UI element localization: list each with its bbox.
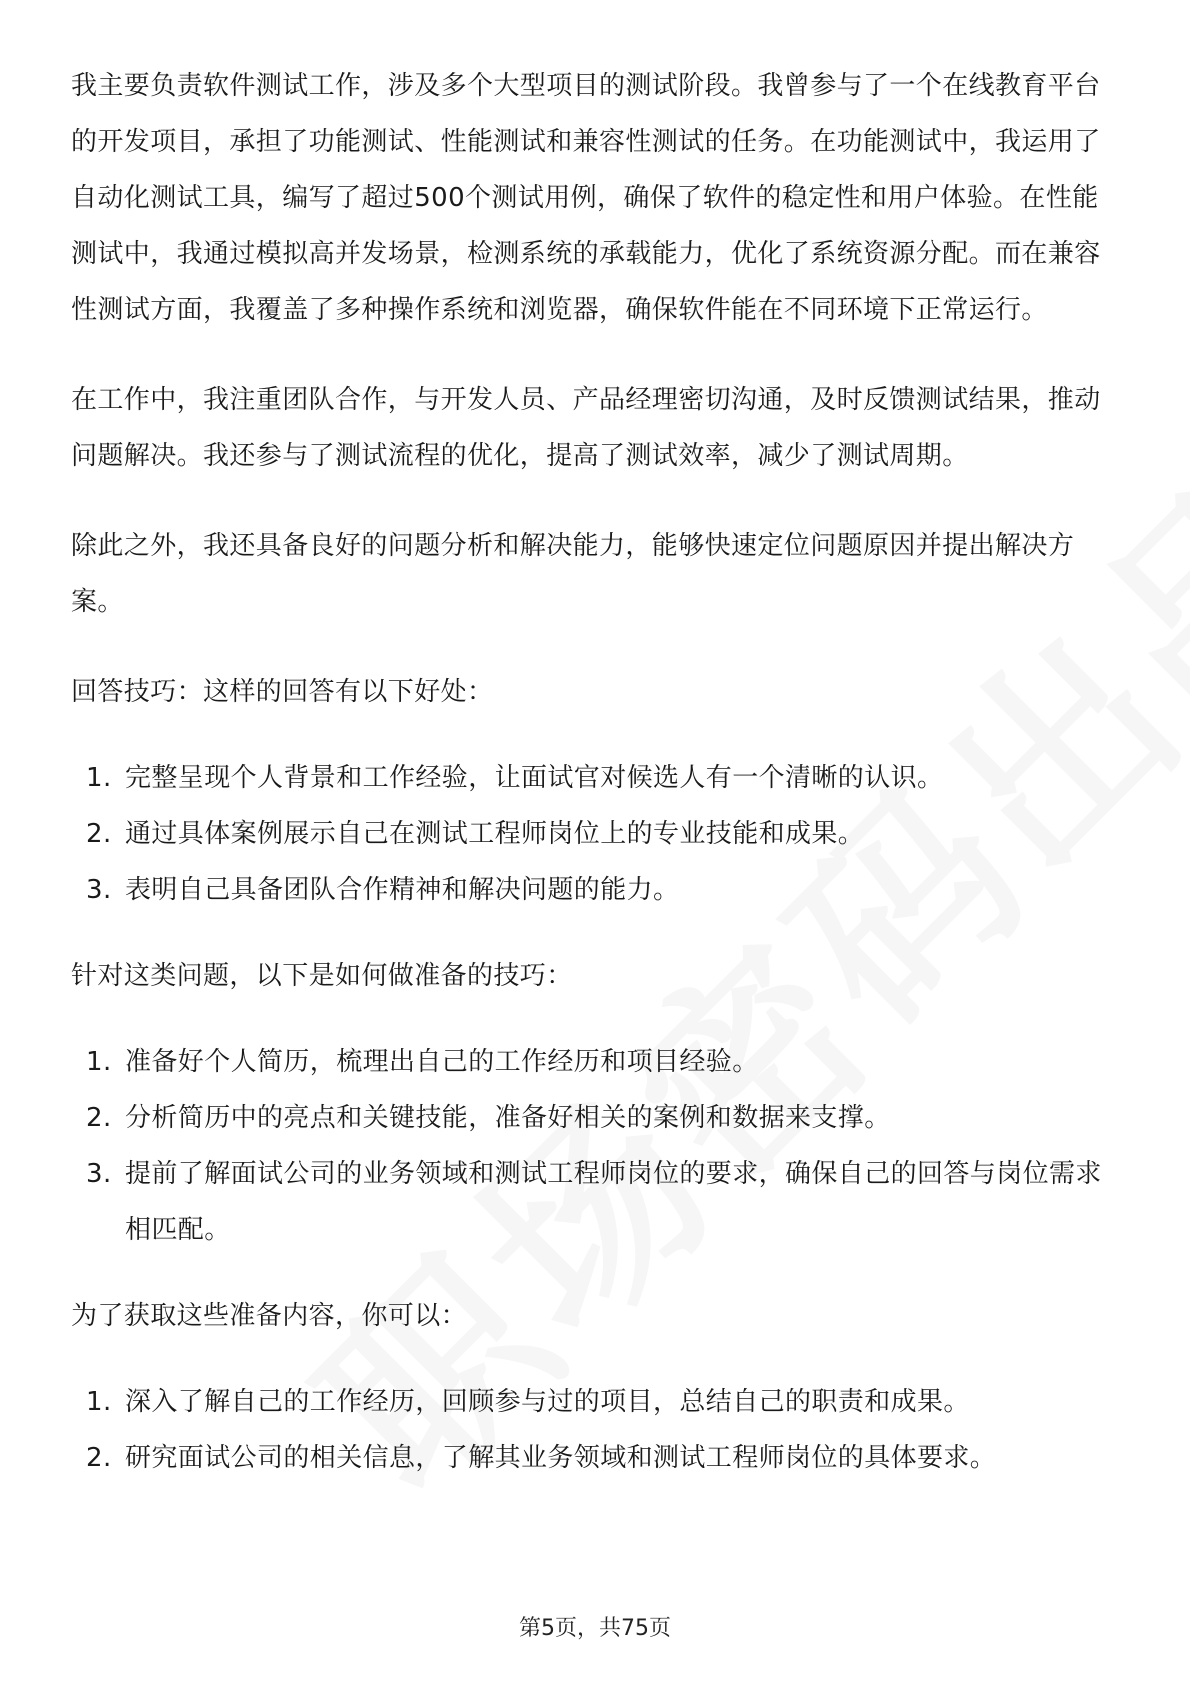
section-heading-answer-tips: 回答技巧：这样的回答有以下好处： bbox=[71, 677, 494, 707]
answer-tips-list bbox=[71, 750, 1121, 918]
page-number-footer: 第5页，共75页 bbox=[519, 1616, 671, 1641]
list-item-text: 通过具体案例展示自己在测试工程师岗位上的专业技能和成果。 bbox=[125, 819, 865, 849]
list-item bbox=[71, 1430, 1121, 1486]
section-heading-gather-content: 为了获取这些准备内容，你可以： bbox=[71, 1301, 468, 1331]
list-item bbox=[71, 806, 1121, 862]
list-item-number: 1. bbox=[86, 1047, 112, 1077]
list-item-text: 深入了解自己的工作经历，回顾参与过的项目，总结自己的职责和成果。 bbox=[125, 1387, 970, 1417]
list-item-text: 研究面试公司的相关信息，了解其业务领域和测试工程师岗位的具体要求。 bbox=[125, 1443, 997, 1473]
list-item-number: 2. bbox=[86, 1443, 112, 1473]
list-item-number: 2. bbox=[86, 1103, 112, 1133]
paragraph-teamwork: 在工作中，我注重团队合作，与开发人员、产品经理密切沟通，及时反馈测试结果，推动问题解决。我还参与了测试流程的优化，提高了测试效率，减少了测试周期。 bbox=[71, 385, 1101, 471]
list-item-number: 2. bbox=[86, 819, 112, 849]
list-item-text: 提前了解面试公司的业务领域和测试工程师岗位的要求，确保自己的回答与岗位需求相匹配。 bbox=[125, 1159, 1102, 1245]
list-item-number: 3. bbox=[86, 1159, 112, 1189]
list-item-text: 分析简历中的亮点和关键技能，准备好相关的案例和数据来支撑。 bbox=[125, 1103, 891, 1133]
list-item bbox=[71, 862, 1121, 918]
preparation-tips-list bbox=[71, 1034, 1121, 1258]
paragraph-problem-solving: 除此之外，我还具备良好的问题分析和解决能力，能够快速定位问题原因并提出解决方案。 bbox=[71, 531, 1075, 617]
section-heading-preparation: 针对这类问题，以下是如何做准备的技巧： bbox=[71, 961, 573, 991]
list-item bbox=[71, 1374, 1121, 1430]
list-item-number: 3. bbox=[86, 875, 112, 905]
list-item-number: 1. bbox=[86, 763, 112, 793]
list-item bbox=[71, 1090, 1121, 1146]
list-item-text: 完整呈现个人背景和工作经验，让面试官对候选人有一个清晰的认识。 bbox=[125, 763, 944, 793]
list-item bbox=[71, 1146, 1121, 1258]
list-item bbox=[71, 1034, 1121, 1090]
paragraph-work-summary: 我主要负责软件测试工作，涉及多个大型项目的测试阶段。我曾参与了一个在线教育平台的开发项目，承担了功能测试、性能测试和兼容性测试的任务。在功能测试中，我运用了自动化测试工具，编写了超过500个测试用例，确保了软件的稳定性和用户体验。在性能测试中，我通过模拟高并发场景，检测系统的承载能力，优化了系统资源分配。而在兼容性测试方面，我覆盖了多种操作系统和浏览器，确保软件能在不同环境下正常运行。 bbox=[71, 71, 1101, 325]
list-item-text: 准备好个人简历，梳理出自己的工作经历和项目经验。 bbox=[125, 1047, 759, 1077]
list-item-number: 1. bbox=[86, 1387, 112, 1417]
gather-content-list bbox=[71, 1374, 1121, 1486]
document-body bbox=[71, 58, 1121, 1516]
list-item-text: 表明自己具备团队合作精神和解决问题的能力。 bbox=[125, 875, 680, 905]
list-item bbox=[71, 750, 1121, 806]
